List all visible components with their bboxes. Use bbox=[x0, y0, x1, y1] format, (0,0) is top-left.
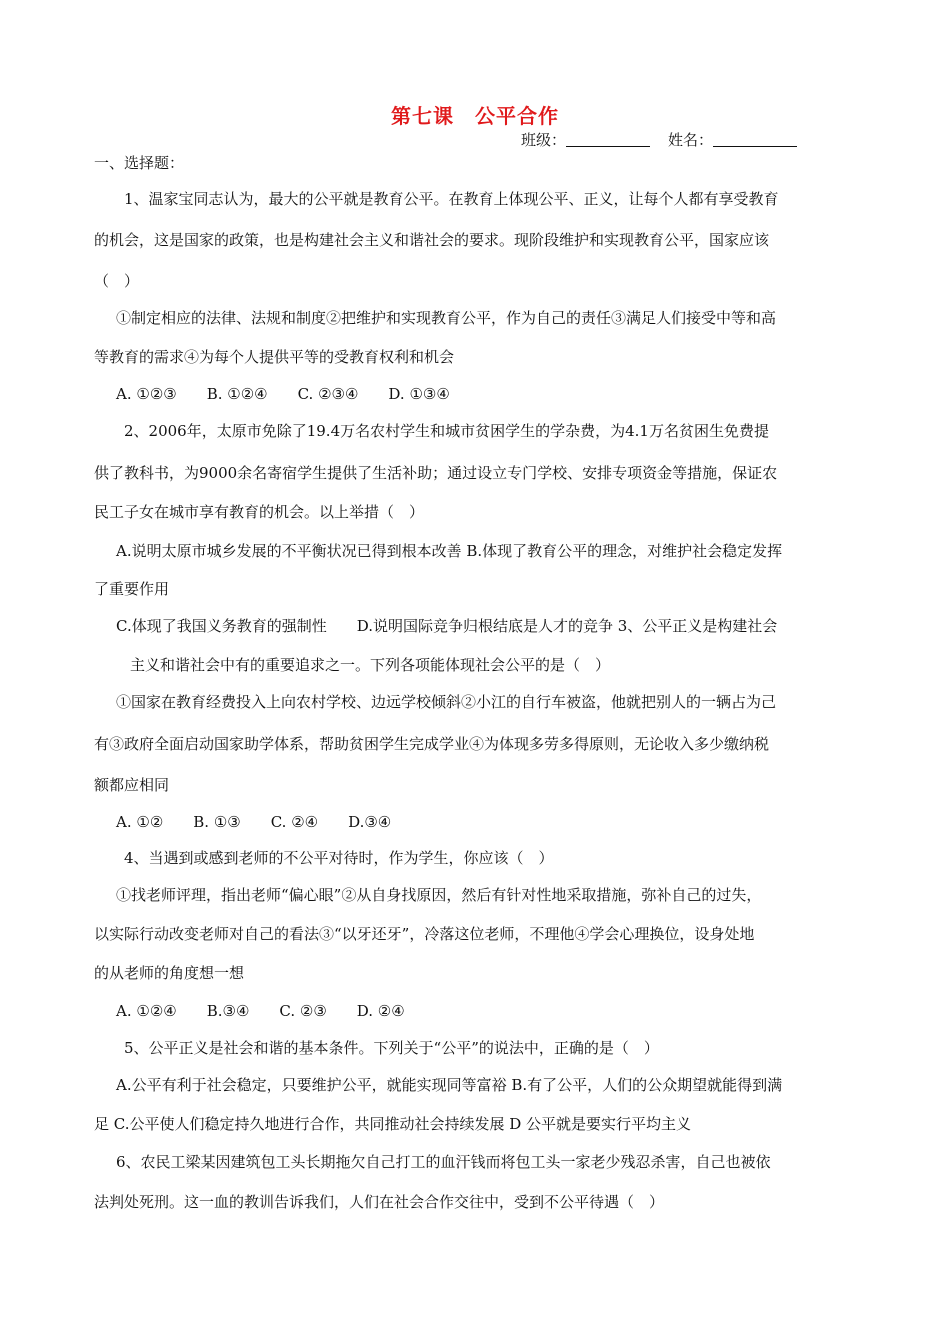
q4-line-1: 4、当遇到或感到老师的不公平对待时，作为学生，你应该（ ） bbox=[124, 849, 554, 867]
q3-options: A. ①② B. ①③ C. ②④ D.③④ bbox=[116, 813, 392, 831]
q6-line-1: 6、农民工梁某因建筑包工头长期拖欠自己打工的血汗钱而将包工头一家老少残忍杀害，自己也被依 bbox=[116, 1153, 771, 1171]
page-title: 第七课 公平合作 bbox=[391, 104, 559, 128]
class-name-line bbox=[521, 129, 797, 150]
q1-line-1: 1、温家宝同志认为，最大的公平就是教育公平。在教育上体现公平、正义，让每个人都有享受教育 bbox=[124, 190, 779, 208]
q5-line-1: 5、公平正义是社会和谐的基本条件。下列关于“公平”的说法中，正确的是（ ） bbox=[124, 1039, 659, 1057]
q4-options: A. ①②④ B.③④ C. ②③ D. ②④ bbox=[116, 1002, 405, 1020]
q4-line-3: 以实际行动改变老师对自己的看法③“以牙还牙”，冷落这位老师，不理他④学会心理换位，设身处地 bbox=[94, 925, 755, 943]
class-label: 班级： bbox=[521, 131, 567, 149]
q2-line-1: 2、2006年，太原市免除了19.4万名农村学生和城市贫困学生的学杂费，为4.1万名贫困生免费提 bbox=[124, 422, 769, 440]
q3-line-2: ①国家在教育经费投入上向农村学校、边远学校倾斜②小江的自行车被盗，他就把别人的一辆占为己 bbox=[116, 693, 777, 711]
section-heading: 一、选择题： bbox=[94, 154, 185, 172]
q1-options: A. ①②③ B. ①②④ C. ②③④ D. ①③④ bbox=[116, 385, 450, 403]
q6-line-2: 法判处死刑。这一血的教训告诉我们，人们在社会合作交往中，受到不公平待遇（ ） bbox=[94, 1193, 665, 1211]
q2-line-4: A.说明太原市城乡发展的不平衡状况已得到根本改善 B.体现了教育公平的理念，对维护社会稳定发挥 bbox=[116, 542, 783, 560]
name-blank[interactable] bbox=[713, 132, 797, 147]
q2-line-6: C.体现了我国义务教育的强制性 D.说明国际竞争归根结底是人才的竞争 3、公平正义是构建社会 bbox=[116, 617, 778, 635]
q1-line-4: ①制定相应的法律、法规和制度②把维护和实现教育公平，作为自己的责任③满足人们接受中等和高 bbox=[116, 309, 777, 327]
class-blank[interactable] bbox=[566, 132, 650, 147]
q5-line-3: 足 C.公平使人们稳定持久地进行合作，共同推动社会持续发展 D 公平就是要实行平均主义 bbox=[94, 1115, 692, 1133]
name-label: 姓名： bbox=[668, 131, 714, 149]
q1-line-5: 等教育的需求④为每个人提供平等的受教育权利和机会 bbox=[94, 348, 455, 366]
q3-line-3: 有③政府全面启动国家助学体系，帮助贫困学生完成学业④为体现多劳多得原则，无论收入多少缴纳税 bbox=[94, 735, 770, 753]
q2-line-5: 了重要作用 bbox=[94, 580, 170, 598]
q4-line-2: ①找老师评理，指出老师“偏心眼”②从自身找原因，然后有针对性地采取措施，弥补自己的过失， bbox=[116, 886, 762, 904]
q2-line-3: 民工子女在城市享有教育的机会。以上举措（ ） bbox=[94, 503, 425, 521]
q4-line-4: 的从老师的角度想一想 bbox=[94, 964, 245, 982]
q1-line-2: 的机会，这是国家的政策，也是构建社会主义和谐社会的要求。现阶段维护和实现教育公平，国家应该 bbox=[94, 231, 770, 249]
q3-line-4: 额都应相同 bbox=[94, 776, 170, 794]
q3-line-1: 主义和谐社会中有的重要追求之一。下列各项能体现社会公平的是（ ） bbox=[130, 656, 611, 674]
q2-line-2: 供了教科书，为9000余名寄宿学生提供了生活补助；通过设立专门学校、安排专项资金等措施，保证农 bbox=[94, 464, 778, 482]
q5-line-2: A.公平有利于社会稳定，只要维护公平，就能实现同等富裕 B.有了公平，人们的公众期望就能得到满 bbox=[116, 1076, 783, 1094]
q1-line-3: （ ） bbox=[94, 272, 140, 290]
